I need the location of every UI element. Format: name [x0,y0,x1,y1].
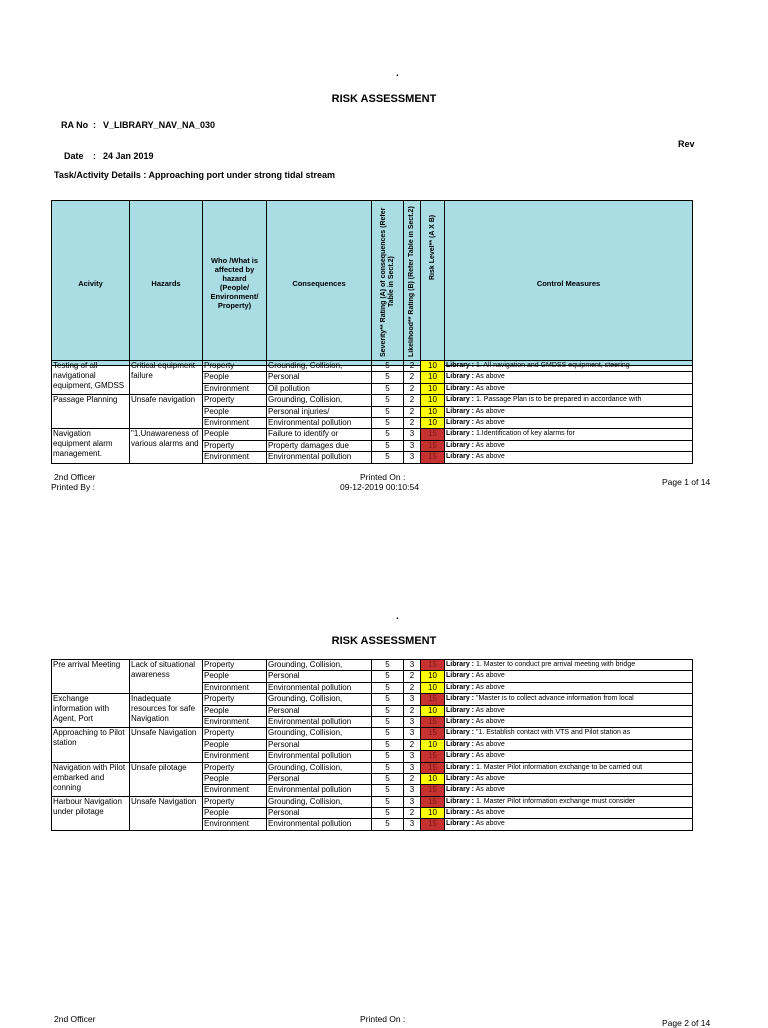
who-cell: Environment [203,716,267,727]
header-consequences: Consequences [267,201,372,366]
consequence-cell: Environmental pollution [267,452,372,463]
consequence-cell: Environmental pollution [267,682,372,693]
control-measure-text: 1. All navigation and GMDSS equipment, steering [475,362,630,369]
header-likelihood: Likelihood** Rating (B) (Refer Table in Sect.2) [404,201,421,366]
consequence-cell: Personal [267,705,372,716]
control-measure-text: As above [475,809,505,817]
page2-rows [52,660,693,831]
consequence-cell: Grounding, Collision, [267,796,372,807]
severity-cell: 5 [372,452,404,463]
risk-level-cell: 15 [421,452,445,463]
page1-dot: . [396,68,399,79]
likelihood-cell: 3 [404,452,421,463]
consequence-cell: Oil pollution [267,383,372,394]
likelihood-cell: 2 [404,773,421,784]
header-hazards: Hazards [130,201,203,366]
severity-cell: 5 [372,796,404,807]
who-cell: Environment [203,751,267,762]
page1-table-header [51,200,693,366]
severity-cell: 5 [372,773,404,784]
consequence-cell: Personal [267,773,372,784]
library-label: Library : [446,752,475,760]
likelihood-cell: 3 [404,785,421,796]
consequence-cell: Grounding, Collision, [267,694,372,705]
hazard-cell: "1.Unawareness of various alarms and [130,429,203,463]
who-cell: People [203,773,267,784]
control-measure-text: As above [475,441,505,449]
likelihood-cell: 3 [404,819,421,830]
control-measure-text: As above [475,786,505,794]
control-measure-text: As above [475,683,505,691]
risk-level-cell: 15 [421,762,445,773]
who-cell: People [203,739,267,750]
hazard-cell: Lack of situational awareness [130,660,203,694]
risk-level-cell: 15 [421,819,445,830]
hazard-cell: Unsafe Navigation [130,728,203,762]
library-label: Library : [446,729,475,737]
risk-level-cell: 15 [421,728,445,739]
who-cell: People [203,406,267,417]
consequence-cell: Grounding, Collision, [267,395,372,406]
control-measure-text: "1. Establish contact with VTS and Pilot station as [475,729,631,737]
severity-cell: 5 [372,361,404,372]
severity-cell: 5 [372,406,404,417]
risk-level-cell: 10 [421,372,445,383]
table-row [52,694,693,705]
date-label: Date [64,151,84,161]
library-label: Library : [446,418,475,426]
control-measure-text: As above [475,740,505,748]
severity-cell: 5 [372,383,404,394]
control-measure-text: 1. Passage Plan is to be prepared in accordance with [475,396,642,404]
header-risk: Risk Level** (A X B) [421,201,445,366]
activity-cell: Approaching to Pilot station [52,728,130,762]
date-value: 24 Jan 2019 [103,151,154,161]
date-sep: : [93,151,96,161]
likelihood-cell: 3 [404,429,421,440]
likelihood-cell: 2 [404,372,421,383]
who-cell: People [203,429,267,440]
likelihood-cell: 2 [404,406,421,417]
who-cell: Property [203,796,267,807]
page2-table-body [51,659,693,831]
severity-cell: 5 [372,395,404,406]
control-measure-cell [445,694,693,705]
ra-no-sep: : [93,120,96,130]
severity-cell: 5 [372,785,404,796]
page2-title: RISK ASSESSMENT [331,635,437,647]
library-label: Library : [446,820,475,828]
consequence-cell: Environmental pollution [267,751,372,762]
risk-level-cell: 10 [421,705,445,716]
activity-cell: Exchange information with Agent, Port [52,694,130,728]
control-measure-cell [445,429,693,440]
library-label: Library : [446,695,475,703]
control-measure-cell [445,773,693,784]
page2-footer-printed-on-label: Printed On : [360,1014,406,1024]
risk-level-cell: 15 [421,716,445,727]
risk-level-cell: 15 [421,440,445,451]
severity-cell: 5 [372,682,404,693]
risk-level-cell: 10 [421,417,445,428]
control-measure-cell [445,452,693,463]
table-row [52,762,693,773]
library-label: Library : [446,763,475,771]
control-measure-cell [445,796,693,807]
header-activity: Acivity [52,201,130,366]
control-measure-text: 1.Identification of key alarms for [475,430,575,438]
hazard-cell: Inadequate resources for safe Navigation [130,694,203,728]
library-label: Library : [446,672,475,680]
control-measure-text: As above [475,672,505,680]
likelihood-cell: 3 [404,728,421,739]
control-measure-text: As above [475,820,505,828]
control-measure-cell [445,417,693,428]
control-measure-cell [445,785,693,796]
severity-cell: 5 [372,660,404,671]
likelihood-cell: 3 [404,796,421,807]
control-measure-text: As above [475,418,505,426]
library-label: Library : [446,809,475,817]
control-measure-text: As above [475,706,505,714]
who-cell: Property [203,395,267,406]
severity-cell: 5 [372,705,404,716]
consequence-cell: Personal injuries/ [267,406,372,417]
risk-level-cell: 10 [421,361,445,372]
control-measure-cell [445,383,693,394]
who-cell: Environment [203,452,267,463]
risk-level-cell: 10 [421,682,445,693]
likelihood-cell: 3 [404,762,421,773]
consequence-cell: Environmental pollution [267,819,372,830]
severity-cell: 5 [372,671,404,682]
table-row [52,429,693,440]
control-measure-cell [445,808,693,819]
control-measure-cell [445,671,693,682]
who-cell: People [203,671,267,682]
control-measure-cell [445,361,693,372]
library-label: Library : [446,384,475,392]
control-measure-cell [445,660,693,671]
who-cell: People [203,372,267,383]
risk-level-cell: 10 [421,671,445,682]
control-measure-text: 1. Master to conduct pre arrival meeting with bridge [475,661,636,668]
who-cell: Environment [203,383,267,394]
likelihood-cell: 2 [404,671,421,682]
rev-label: Rev [678,139,695,149]
activity-cell: Harbour Navigation under pilotage [52,796,130,830]
control-measure-cell [445,406,693,417]
control-measure-cell [445,395,693,406]
likelihood-cell: 2 [404,383,421,394]
page2-footer-page: Page 2 of 14 [662,1018,711,1028]
risk-level-cell: 15 [421,694,445,705]
header-control-measures: Control Measures [445,201,693,366]
risk-level-cell: 10 [421,773,445,784]
page1-table-body [51,360,693,464]
hazard-cell: Unsafe Navigation [130,796,203,830]
consequence-cell: Property damages due [267,440,372,451]
control-measure-cell [445,762,693,773]
control-measure-text: 1. Master Pilot information exchange to be carried out [475,763,643,771]
likelihood-cell: 3 [404,751,421,762]
risk-level-cell: 15 [421,796,445,807]
library-label: Library : [446,453,475,461]
activity-cell: Navigation with Pilot embarked and conning [52,762,130,796]
likelihood-cell: 3 [404,716,421,727]
severity-cell: 5 [372,429,404,440]
activity-cell: Navigation equipment alarm management. [52,429,130,463]
control-measure-cell [445,751,693,762]
severity-cell: 5 [372,694,404,705]
control-measure-text: As above [475,384,505,392]
ra-no-value: V_LIBRARY_NAV_NA_030 [103,120,216,130]
table-row [52,395,693,406]
likelihood-cell: 2 [404,395,421,406]
library-label: Library : [446,441,475,449]
consequence-cell: Grounding, Collision, [267,361,372,372]
likelihood-cell: 3 [404,440,421,451]
control-measure-text: 1. Master Pilot information exchange must consider [475,797,636,805]
risk-level-cell: 10 [421,383,445,394]
consequence-cell: Environmental pollution [267,417,372,428]
risk-level-cell: 15 [421,785,445,796]
likelihood-cell: 2 [404,361,421,372]
control-measure-cell [445,716,693,727]
who-cell: Property [203,694,267,705]
control-measure-text: As above [475,752,505,760]
severity-cell: 5 [372,808,404,819]
control-measure-cell [445,372,693,383]
control-measure-text: As above [475,373,505,381]
control-measure-cell [445,819,693,830]
who-cell: Property [203,660,267,671]
page2-footer-role: 2nd Officer [54,1014,96,1024]
severity-cell: 5 [372,372,404,383]
library-label: Library : [446,786,475,794]
severity-cell: 5 [372,762,404,773]
page2-dot: . [396,611,399,622]
risk-level-cell: 15 [421,429,445,440]
likelihood-cell: 2 [404,705,421,716]
header-who: Who /What is affected by hazard (People/ Environment/ Property) [203,201,267,366]
hazard-cell: Unsafe navigation [130,395,203,429]
activity-cell: Testing of all navigational equipment, GMDSS [52,361,130,395]
control-measure-cell [445,739,693,750]
control-measure-cell [445,440,693,451]
table-row [52,796,693,807]
consequence-cell: Personal [267,739,372,750]
consequence-cell: Environmental pollution [267,716,372,727]
control-measure-cell [445,682,693,693]
consequence-cell: Grounding, Collision, [267,762,372,773]
risk-level-cell: 10 [421,406,445,417]
page1-footer-printed-on-value: 09-12-2019 00:10:54 [340,482,419,492]
library-label: Library : [446,396,475,404]
consequence-cell: Personal [267,372,372,383]
likelihood-cell: 3 [404,694,421,705]
who-cell: People [203,705,267,716]
library-label: Library : [446,407,475,415]
activity-cell: Pre arrival Meeting [52,660,130,694]
likelihood-cell: 2 [404,739,421,750]
control-measure-text: As above [475,774,505,782]
who-cell: People [203,808,267,819]
who-cell: Environment [203,417,267,428]
table-row [52,361,693,372]
task-details: Task/Activity Details : Approaching port under strong tidal stream [54,170,336,180]
consequence-cell: Environmental pollution [267,785,372,796]
library-label: Library : [446,661,475,668]
hazard-cell: Critical equipment failure [130,361,203,395]
who-cell: Property [203,440,267,451]
control-measure-text: "Master is to collect advance information from local [475,695,634,703]
table-row [52,728,693,739]
library-label: Library : [446,362,475,369]
who-cell: Environment [203,682,267,693]
risk-level-cell: 15 [421,751,445,762]
who-cell: Property [203,728,267,739]
table-row [52,660,693,671]
severity-cell: 5 [372,728,404,739]
library-label: Library : [446,774,475,782]
who-cell: Property [203,361,267,372]
header-severity: Severity** Rating (A) of consequences (Refer Table in Sect.2) [372,201,404,366]
control-measure-cell [445,728,693,739]
hazard-cell: Unsafe pilotage [130,762,203,796]
consequence-cell: Grounding, Collision, [267,728,372,739]
consequence-cell: Failure to identify or [267,429,372,440]
who-cell: Environment [203,819,267,830]
library-label: Library : [446,717,475,725]
page1-footer-page: Page 1 of 14 [662,477,711,487]
activity-cell: Passage Planning [52,395,130,429]
page1-rows [52,361,693,464]
likelihood-cell: 2 [404,682,421,693]
risk-level-cell: 10 [421,395,445,406]
control-measure-text: As above [475,407,505,415]
risk-level-cell: 15 [421,660,445,671]
control-measure-text: As above [475,453,505,461]
library-label: Library : [446,373,475,381]
severity-cell: 5 [372,716,404,727]
severity-cell: 5 [372,819,404,830]
severity-cell: 5 [372,417,404,428]
consequence-cell: Grounding, Collision, [267,660,372,671]
who-cell: Environment [203,785,267,796]
page1-footer-printed-on-label: Printed On : [360,472,406,482]
control-measure-cell [445,705,693,716]
consequence-cell: Personal [267,671,372,682]
consequence-cell: Personal [267,808,372,819]
severity-cell: 5 [372,739,404,750]
who-cell: Property [203,762,267,773]
library-label: Library : [446,706,475,714]
likelihood-cell: 2 [404,808,421,819]
likelihood-cell: 3 [404,660,421,671]
control-measure-text: As above [475,717,505,725]
severity-cell: 5 [372,440,404,451]
risk-level-cell: 10 [421,808,445,819]
page1-footer-printed-by: Printed By : [51,482,95,492]
page1-footer-role: 2nd Officer [54,472,96,482]
ra-no-label: RA No [61,120,89,130]
library-label: Library : [446,740,475,748]
library-label: Library : [446,797,475,805]
page1-title: RISK ASSESSMENT [331,93,437,105]
severity-cell: 5 [372,751,404,762]
risk-level-cell: 10 [421,739,445,750]
library-label: Library : [446,683,475,691]
likelihood-cell: 2 [404,417,421,428]
library-label: Library : [446,430,475,438]
